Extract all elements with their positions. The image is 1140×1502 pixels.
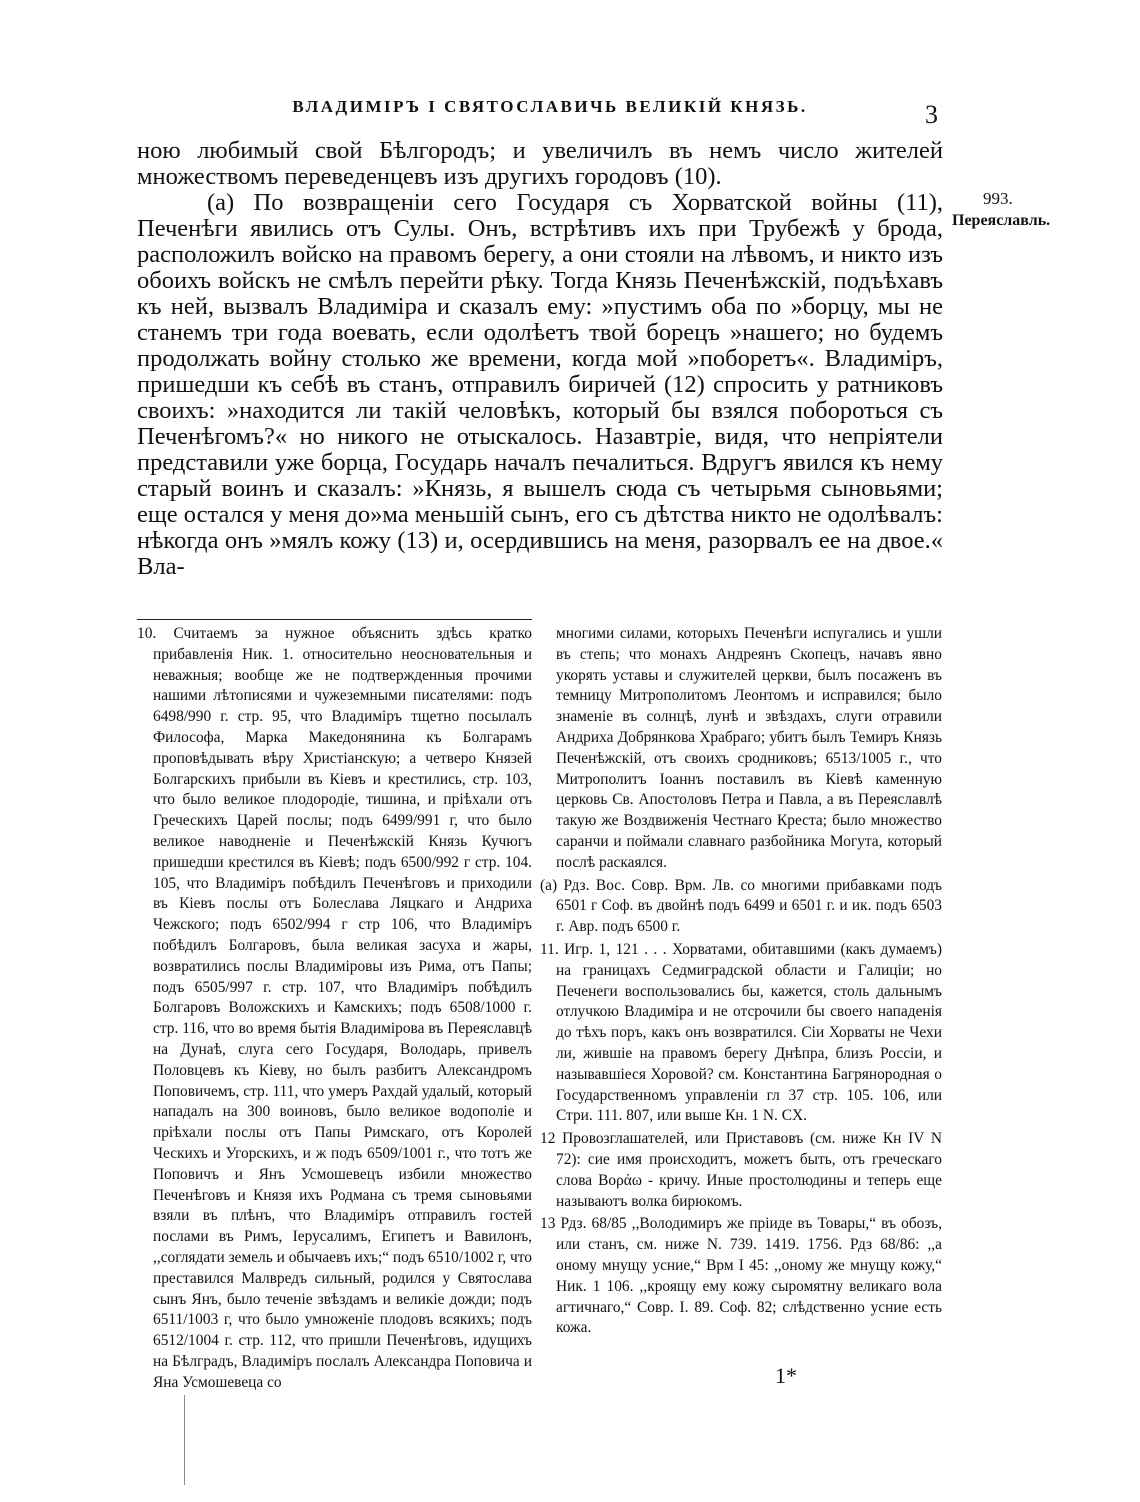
footnotes-left-column [137,624,532,1393]
footnote-10-continuation: многими силами, которыхъ Печенѣги испугались и ушли въ степь; что монахъ Андреянъ Скопецъ, начавъ явно укорять уставы и служителей церкви, былъ посаженъ въ темницу Митрополитомъ Леонтомъ и исправился; было знаменіе въ солнцѣ, лунѣ и звѣздахъ, слуги отравили Андриха Добрянкова Храбраго; убитъ былъ Темиръ Князь Печенѣжскій, отъ своихъ сродниковъ; 6513/1005 г., что Митрополитъ Іоаннъ поставилъ въ Кіевѣ каменную церковь Св. Апостоловъ Петра и Павла, а въ Переяславлѣ такую же Воздвиженія Честнаго Креста; было множество саранчи и поймали славнаго разбойника Могута, который послѣ раскаялся. [556,625,942,871]
signature-mark: 1* [775,1363,797,1388]
main-text [137,138,943,580]
footnote-a: (а) Рдз. Вос. Совр. Врм. Лв. со многими прибавками подъ 6501 г Соф. въ двойнѣ подъ 6499 и 6501 г. и ик. подъ 6503 г. Авр. подъ 6500 г. [540,876,942,936]
footnote-12: 12 Провозглашателей, или Приставовъ (см. ниже Кн IV N 72): сие имя происходитъ, можетъ быть, отъ греческаго слова Βοράω - кричу. Иные простолюдины и теперь еще называютъ волка бирюкомъ. [540,1130,942,1210]
footnote-10: 10. Считаемъ за нужное объяснить здѣсь кратко прибавленія Ник. 1. относительно неосновательныя и неважныя; вообще же не подтвержденныя прочими нашими лѣтописями и чужеземными писателями: подъ 6498/990 г. стр. 95, что Владиміръ тщетно посылалъ Философа, Марка Македонянина къ Болгарамъ проповѣдывать вѣру Христіанскую; а четверо Князей Болгарскихъ прибыли въ Кіевъ и крестились, стр. 103, что было великое плодородіе, тишина, и пріѣхали отъ Греческихъ Царей послы; подъ 6499/991 г, что было великое наводненіе и Печенѣжскій Князь Кучюгъ пришедши крестился въ Кіевѣ; подъ 6500/992 г стр. 104. 105, что Владиміръ побѣдилъ Печенѣговъ и приходили въ Кіевъ послы отъ Болеслава Ляцкаго и Андриха Чежского; подъ 6502/994 г стр 106, что Владиміръ побѣдилъ Болгаровъ, была великая засуха и жары, возвратились послы Владиміровы изъ Рима, отъ Папы; подъ 6505/997 г. стр. 107, что Владиміръ побѣдилъ Болгаровъ Воложскихъ и Камскихъ; подъ 6508/1000 г. стр. 116, что во время бытія Владимірова въ Переяславцѣ на Дунаѣ, слуга сего Государя, Володарь, привелъ Половцевъ къ Кіеву, но былъ разбитъ Александромъ Поповичемъ, стр. 111, что умеръ Рахдай удалый, который нападалъ на 300 воиновъ, было великое водополіе и пріѣхали послы отъ Папы Римскаго, отъ Королей Ческихъ и Угорскихъ, и ж подъ 6509/1001 г., что тотъ же Поповичъ и Янъ Усмошевецъ избили множество Печенѣговъ и Князя ихъ Родмана съ тремя сыновьями взяли въ плѣнъ, что Владиміръ отправилъ гостей послами въ Римъ, Іерусалимъ, Египетъ и Вавилонъ, ,,соглядати земель и обычаевъ ихъ;“ подъ 6510/1002 г, что преставился Малвредъ сильный, родился у Святослава сынъ Янъ, было теченіе звѣздамъ и великіе дожди; подъ 6511/1003 г, что было умноженіе плодовъ всякихъ; подъ 6512/1004 г. стр. 112, что пришли Печенѣговъ, идущихъ на Бѣлградъ, Владиміръ послалъ Александра Поповича и Яна Усмошевеца со [137,625,532,1391]
footnotes-right-column [540,624,942,1339]
margin-place-note: Переяславль. [952,212,1051,229]
footnote-rule [137,619,532,620]
main-paragraph: (а) По возвращеніи сего Государя съ Хорватской войны (11), Печенѣги явились отъ Сулы. Онъ, встрѣтивъ ихъ при Трубежѣ у брода, расположилъ войско на правомъ берегу, а они стояли на лѣвомъ, и никто изъ обоихъ войскъ не смѣлъ перейти рѣку. Тогда Князь Печенѣжскій, подъѣхавъ къ ней, вызвалъ Владиміра и сказалъ ему: »пустимъ оба по »борцу, мы не станемъ три года воевать, если одолѣетъ твой борецъ »нашего; но будемъ продолжать войну столько же времени, когда мой »поборетъ«. Владиміръ, пришедши къ себѣ въ станъ, отправилъ биричей (12) спросить у ратниковъ своихъ: »находится ли такій человѣкъ, который бы взялся побороться съ Печенѣгомъ?« но никого не отыскалось. Назавтріе, видя, что непріятели представили уже борца, Государь началъ печалиться. Вдругъ явился къ нему старый воинъ и сказалъ: »Князь, я вышелъ сюда съ четырьмя сыновьями; еще остался у меня до»ма меньшій сынъ, его съ дѣтства никто не одолѣвалъ: нѣкогда онъ »мялъ кожу (13) и, осердившись на меня, разорвалъ ее на двое.« Вла- [137,189,943,580]
scan-fold-line [184,1395,185,1485]
footnote-13: 13 Рдз. 68/85 ,,Володимиръ же прiиде въ Товары,“ въ обозъ, или станъ, см. ниже N. 739. 1419. 1756. Рдз 68/86: ,,а оному мнущу усние,“ Врм I 45: ,,оному же мнущу кожу,“ Ник. 1 106. ,,кроящу ему кожу сыромятну великаго вола агтичнаго,“ Совр. I. 89. Соф. 82; слѣдственно усние есть кожа. [540,1215,942,1337]
page-number: 3 [925,100,938,129]
main-paragraph: ною любимый свой Бѣлгородъ; и увеличилъ въ немъ число жителей множествомъ переведенцевъ изъ другихъ городовъ (10). [137,137,943,190]
running-title: ВЛАДИМІРЪ І СВЯТОСЛАВИЧЬ ВЕЛИКІЙ КНЯЗЬ. [292,97,808,116]
margin-year-note: 993. [983,189,1013,208]
footnote-11: 11. Игр. 1, 121 . . . Хорватами, обитавшими (какъ думаемъ) на границахъ Седмиградской области и Галиціи; но Печенеги воспользовались бы, кажется, столь дальнымъ отлучкою Владиміра и не отсрочили бы своего нападенія до тѣхъ поръ, какъ онъ возвратился. Сіи Хорваты не Чехи ли, жившіе на правомъ берегу Днѣпра, близъ Россіи, и называвшіеся Хоровой? см. Константина Багрянородная о Государственномъ управленіи гл 37 стр. 105. 106, или Стри. 111. 807, или выше Кн. 1 N. CX. [540,940,942,1125]
